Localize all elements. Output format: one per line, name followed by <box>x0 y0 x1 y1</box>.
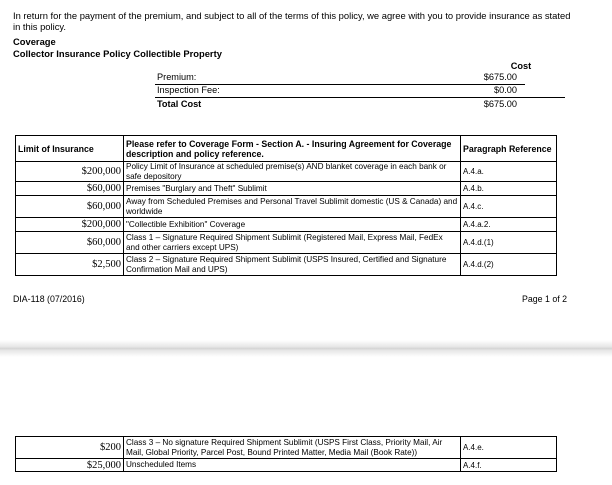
description-cell: Class 1 – Signature Required Shipment Sublimit (Registered Mail, Express Mail, FedEx and other carriers except UPS) <box>124 232 461 254</box>
description-cell: "Collectible Exhibition" Coverage <box>124 218 461 232</box>
form-id: DIA-118 (07/2016) <box>13 294 85 304</box>
table-row <box>16 196 557 218</box>
page-number: Page 1 of 2 <box>522 294 567 304</box>
intro-text: In return for the payment of the premium, and subject to all of the terms of this policy, we agree with you to provide insurance as stated in this policy. <box>13 10 571 32</box>
limit-cell: $60,000 <box>16 196 124 218</box>
table-row <box>16 218 557 232</box>
table-header-row <box>16 136 557 162</box>
table-row <box>16 459 557 472</box>
page-separator <box>0 340 612 357</box>
limit-cell: $200,000 <box>16 162 124 182</box>
premium-label: Premium: <box>157 72 197 82</box>
description-header: Please refer to Coverage Form - Section A. - Insuring Agreement for Coverage description and policy reference. <box>124 136 461 162</box>
total-divider <box>155 97 565 98</box>
coverage-table-continued <box>15 436 557 472</box>
coverage-table <box>15 135 557 276</box>
limit-cell: $2,500 <box>16 254 124 276</box>
description-cell: Unscheduled Items <box>124 459 461 472</box>
cost-header: Cost <box>510 61 532 71</box>
table-row <box>16 162 557 182</box>
reference-cell: A.4.a.2. <box>461 218 557 232</box>
total-cost-value: $675.00 <box>483 99 517 109</box>
limit-cell: $25,000 <box>16 459 124 472</box>
limit-header: Limit of Insurance <box>16 136 124 162</box>
limit-cell: $60,000 <box>16 182 124 196</box>
premium-value: $675.00 <box>483 72 517 82</box>
table-row <box>16 254 557 276</box>
coverage-heading: Coverage <box>13 36 56 47</box>
inspection-fee-value: $0.00 <box>494 85 517 95</box>
policy-heading: Collector Insurance Policy Collectible Property <box>13 48 222 59</box>
description-cell: Class 3 – No signature Required Shipment Sublimit (USPS First Class, Priority Mail, Air Mail, Global Priority, Parcel Post, Bound Printed Matter, Media Mail (Book Rate)) <box>124 437 461 459</box>
total-cost-row <box>155 99 565 112</box>
table-row <box>16 437 557 459</box>
table-row <box>16 182 557 196</box>
reference-cell: A.4.a. <box>461 162 557 182</box>
inspection-fee-label: Inspection Fee: <box>157 85 220 95</box>
description-cell: Away from Scheduled Premises and Personal Travel Sublimit domestic (US & Canada) and worldwide <box>124 196 461 218</box>
reference-cell: A.4.d.(1) <box>461 232 557 254</box>
total-cost-label: Total Cost <box>157 99 202 109</box>
premium-divider <box>155 84 525 85</box>
limit-cell: $200,000 <box>16 218 124 232</box>
reference-cell: A.4.d.(2) <box>461 254 557 276</box>
reference-cell: A.4.e. <box>461 437 557 459</box>
reference-cell: A.4.c. <box>461 196 557 218</box>
table-row <box>16 232 557 254</box>
reference-cell: A.4.f. <box>461 459 557 472</box>
description-cell: Premises "Burglary and Theft" Sublimit <box>124 182 461 196</box>
description-cell: Policy Limit of Insurance at scheduled premise(s) AND blanket coverage in each bank or safe depository <box>124 162 461 182</box>
limit-cell: $200 <box>16 437 124 459</box>
reference-cell: A.4.b. <box>461 182 557 196</box>
reference-header: Paragraph Reference <box>461 136 557 162</box>
limit-cell: $60,000 <box>16 232 124 254</box>
description-cell: Class 2 – Signature Required Shipment Sublimit (USPS Insured, Certified and Signature Confirmation Mail and UPS) <box>124 254 461 276</box>
document-page-2 <box>0 357 612 485</box>
